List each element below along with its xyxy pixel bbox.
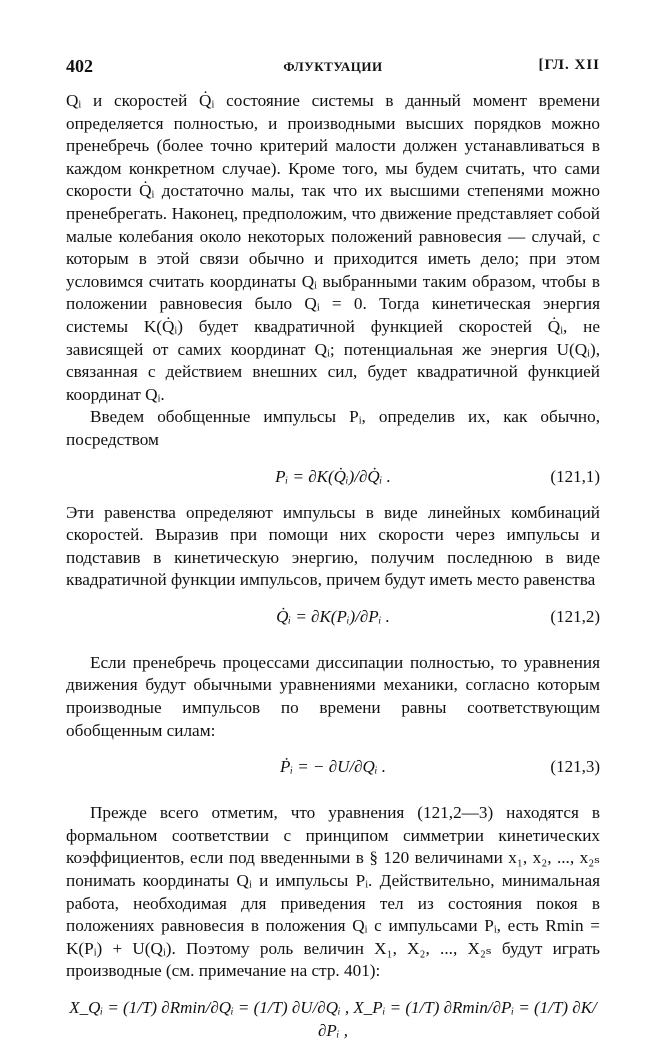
equation-number: (121,3) (550, 757, 600, 777)
paragraph-5: Прежде всего отметим, что уравнения (121,2—3) находятся в формальном соответствии с принципом симметрии кинетических коэффициентов, если под введенными в § 120 величинами x₁, x₂, ..., x₂ₛ понимать координаты Qᵢ и импульсы Pᵢ. Действительно, минимальная работа, необходимая для приведения тел из состояния покоя в положениях равновесия в положения Qᵢ с импульсами Pᵢ, есть Rmin = K(Pᵢ) + U(Qᵢ). Поэтому роль величин X₁, X₂, ..., X₂ₛ будут играть производные (см. примечание на стр. 401): (66, 803, 600, 981)
running-title: ФЛУКТУАЦИИ (283, 59, 383, 74)
equation-121-1 (66, 452, 600, 502)
equation-formula: X_Qᵢ = (1/T) ∂Rmin/∂Qᵢ = (1/T) ∂U/∂Qᵢ , X_Pᵢ = (1/T) ∂Rmin/∂Pᵢ = (1/T) ∂K/∂Pᵢ , (69, 998, 597, 1040)
equation-number: (121,2) (550, 606, 600, 626)
equation-121-2 (66, 592, 600, 642)
page-body (66, 90, 600, 1040)
paragraph-2: Введем обобщенные импульсы Pᵢ, определив их, как обычно, посредством (66, 407, 600, 449)
equation-121-3 (66, 742, 600, 792)
page-number: 402 (66, 56, 93, 76)
equation-formula: Q̇ᵢ = ∂K(Pᵢ)/∂Pᵢ . (276, 606, 390, 626)
equation-x-definitions (66, 983, 600, 1040)
equation-formula: Ṗᵢ = − ∂U/∂Qᵢ . (279, 757, 387, 777)
paragraph-1: Qᵢ и скоростей Q̇ᵢ состояние системы в данный момент времени определяется полностью, и производными высших порядков можно пренебречь (более точно критерий малости должен устанавливаться в каждом конкретном случае). Кроме того, мы будем считать, что сами скорости Q̇ᵢ достаточно малы, так что их высшими степенями можно пренебрегать. Наконец, предположим, что движение представляет собой малые колебания около некоторых положений равновесия — случай, с которым в этой связи обычно и приходится иметь дело; при этом условимся считать координаты Qᵢ выбранными таким образом, чтобы в положении равновесия было Qᵢ = 0. Тогда кинетическая энергия системы K(Q̇ᵢ) будет квадратичной функцией скоростей Q̇ᵢ, не зависящей от самих координат Qᵢ; потенциальная же энергия U(Qᵢ), связанная с действием внешних сил, будет квадратичной функцией координат Qᵢ. (66, 91, 600, 404)
paragraph-4: Если пренебречь процессами диссипации полностью, то уравнения движения будут обычными уравнениями механики, согласно которым производные импульсов по времени равны соответствующим обобщенным силам: (66, 652, 600, 740)
equation-formula: Pᵢ = ∂K(Q̇ᵢ)/∂Q̇ᵢ . (275, 466, 391, 486)
chapter-label: [ГЛ. XII (538, 57, 600, 73)
paragraph-3: Эти равенства определяют импульсы в виде линейных комбинаций скоростей. Выразив при помощи них скорости через импульсы и подставив в кинетическую энергию, получим последнюю в виде квадратичной функции импульсов, причем будут иметь место равенства (66, 502, 600, 590)
page-header (66, 56, 600, 82)
equation-number: (121,1) (550, 466, 600, 486)
